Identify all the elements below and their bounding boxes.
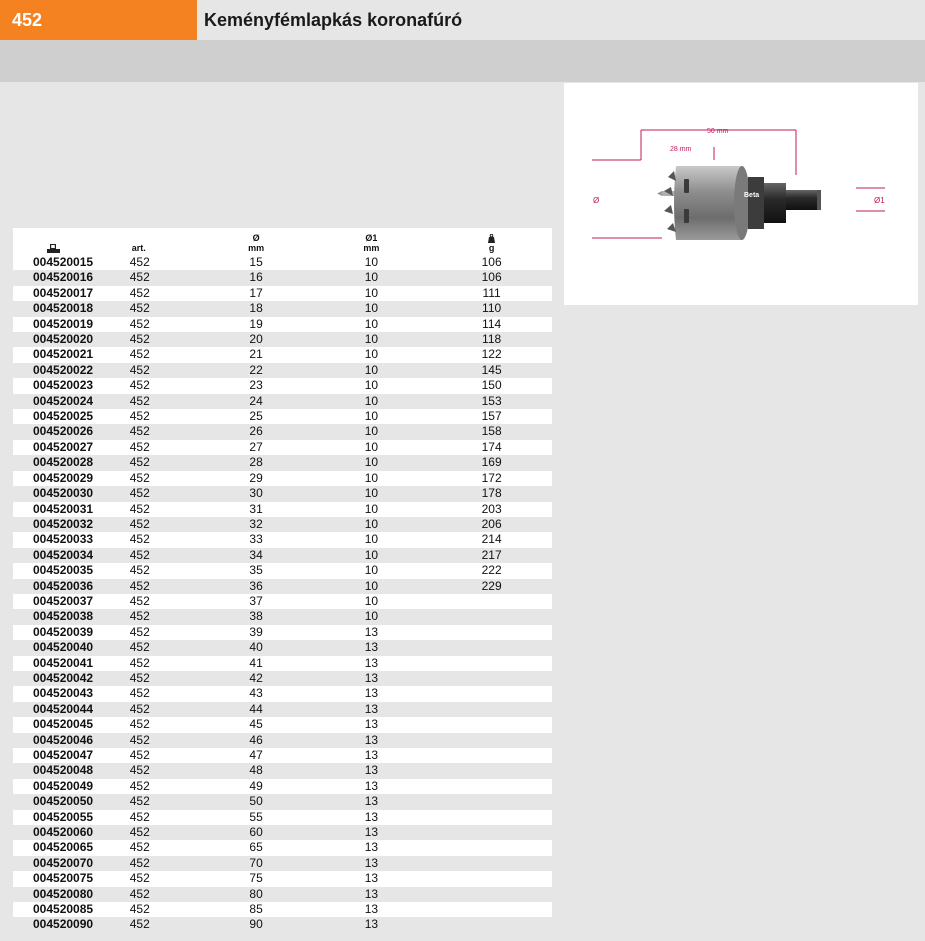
table-row <box>13 779 552 794</box>
code-cell: 004520047 <box>33 748 94 762</box>
diameter-cell: 35 <box>249 563 263 578</box>
diameter1-cell: 13 <box>364 778 379 793</box>
weight-cell: 217 <box>481 547 502 562</box>
diameter-cell: 44 <box>249 701 263 716</box>
diameter1-cell: 10 <box>364 593 379 608</box>
diameter-cell: 38 <box>249 609 263 624</box>
header-diameter-symbol: Ø <box>252 233 260 243</box>
weight-cell: 158 <box>481 424 502 439</box>
diameter-cell: 18 <box>249 301 263 316</box>
art-cell: 452 <box>129 593 150 608</box>
art-cell: 452 <box>129 732 150 747</box>
art-cell: 452 <box>129 778 150 793</box>
code-cell: 004520037 <box>33 593 94 608</box>
diameter1-cell: 13 <box>364 748 379 762</box>
table-row <box>13 548 552 563</box>
diameter1-cell: 13 <box>364 825 379 840</box>
art-cell: 452 <box>129 686 150 701</box>
weight-cell <box>431 717 552 732</box>
art-cell: 452 <box>129 516 150 531</box>
code-cell: 004520075 <box>33 871 94 886</box>
code-cell: 004520017 <box>33 285 94 300</box>
weight-cell: 157 <box>481 409 502 424</box>
art-cell: 452 <box>129 332 150 347</box>
diameter-cell: 43 <box>249 686 263 701</box>
header-subbar <box>0 40 925 82</box>
art-cell: 452 <box>129 871 150 886</box>
code-cell: 004520030 <box>33 486 94 501</box>
table-row <box>13 763 552 778</box>
art-cell: 452 <box>129 825 150 840</box>
table-row <box>13 871 552 886</box>
weight-cell <box>431 856 552 871</box>
product-diagram <box>564 83 918 305</box>
header-diameter1 <box>312 228 432 255</box>
weight-cell <box>431 733 552 748</box>
product-table <box>13 228 552 933</box>
diameter-cell: 23 <box>249 378 263 393</box>
table-header-row <box>13 228 552 255</box>
diameter-cell: 37 <box>249 593 263 608</box>
diameter-cell: 85 <box>249 902 263 917</box>
code-cell: 004520045 <box>33 717 94 732</box>
weight-cell <box>431 917 552 932</box>
art-cell: 452 <box>129 316 150 331</box>
table-row <box>13 717 552 732</box>
weight-cell: 178 <box>481 486 502 501</box>
page-header <box>0 0 925 40</box>
page-title: Keményfémlapkás koronafúró <box>204 10 463 30</box>
code-cell: 004520021 <box>33 347 94 362</box>
weight-cell <box>431 779 552 794</box>
table-row <box>13 317 552 332</box>
art-cell: 452 <box>129 393 150 408</box>
brand-mark: Beta <box>744 192 760 199</box>
diameter1-cell: 13 <box>364 855 379 870</box>
art-cell: 452 <box>129 378 150 393</box>
weight-cell <box>431 902 552 917</box>
dimension-50-label: 50 mm <box>707 128 729 135</box>
diameter1-cell: 13 <box>364 686 379 701</box>
art-cell: 452 <box>129 486 150 501</box>
weight-cell: 169 <box>481 455 502 470</box>
diameter1-cell: 13 <box>364 902 379 917</box>
diameter1-cell: 13 <box>364 717 379 732</box>
weight-cell: 222 <box>481 563 502 578</box>
code-cell: 004520034 <box>33 547 94 562</box>
weight-cell <box>431 671 552 686</box>
art-cell: 452 <box>129 409 150 424</box>
code-cell: 004520055 <box>33 809 94 824</box>
table-row <box>13 517 552 532</box>
code-cell: 004520024 <box>33 393 94 408</box>
diameter1-cell: 13 <box>364 670 379 685</box>
diameter-cell: 15 <box>249 255 263 269</box>
weight-cell: 111 <box>482 285 501 300</box>
art-cell: 452 <box>129 809 150 824</box>
diameter-cell: 29 <box>249 470 263 485</box>
diameter1-cell: 10 <box>364 578 379 593</box>
diameter1-cell: 10 <box>364 270 379 285</box>
weight-cell <box>431 656 552 671</box>
code-cell: 004520036 <box>33 578 94 593</box>
art-cell: 452 <box>129 455 150 470</box>
weight-cell: 172 <box>481 470 502 485</box>
table-row <box>13 424 552 439</box>
product-table-container <box>13 228 552 933</box>
table-row <box>13 270 552 285</box>
diameter1-cell: 10 <box>364 563 379 578</box>
weight-cell: 229 <box>481 578 502 593</box>
code-cell: 004520032 <box>33 516 94 531</box>
weight-cell <box>431 640 552 655</box>
hole-saw-illustration <box>657 166 821 240</box>
diameter1-cell: 10 <box>364 378 379 393</box>
diameter1-cell: 13 <box>364 655 379 670</box>
table-row <box>13 286 552 301</box>
diameter1-cell: 10 <box>364 409 379 424</box>
diameter1-cell: 10 <box>364 470 379 485</box>
art-cell: 452 <box>129 270 150 285</box>
art-cell: 452 <box>129 347 150 362</box>
art-cell: 452 <box>129 670 150 685</box>
table-row <box>13 810 552 825</box>
diameter1-cell: 10 <box>364 424 379 439</box>
diameter1-cell: 13 <box>364 624 379 639</box>
weight-cell: 118 <box>482 332 502 347</box>
table-row <box>13 609 552 624</box>
diameter1-cell: 13 <box>364 917 379 932</box>
diameter1-cell: 10 <box>364 532 379 547</box>
weight-cell <box>431 810 552 825</box>
diameter-cell: 32 <box>249 516 263 531</box>
diameter-cell: 75 <box>249 871 263 886</box>
diameter-cell: 19 <box>249 316 263 331</box>
diameter1-cell: 10 <box>364 255 379 269</box>
diameter-cell: 65 <box>249 840 263 855</box>
diameter1-cell: 10 <box>364 501 379 516</box>
weight-cell: 150 <box>481 378 502 393</box>
diameter1-cell: 10 <box>364 439 379 454</box>
code-cell: 004520040 <box>33 640 94 655</box>
code-cell: 004520043 <box>33 686 94 701</box>
code-cell: 004520026 <box>33 424 94 439</box>
diameter1-cell: 13 <box>364 763 379 778</box>
diameter-cell: 24 <box>249 393 263 408</box>
weight-cell <box>431 887 552 902</box>
diameter1-cell: 10 <box>364 486 379 501</box>
table-row <box>13 301 552 316</box>
table-row <box>13 502 552 517</box>
diameter-cell: 27 <box>249 439 263 454</box>
diameter1-cell: 13 <box>364 840 379 855</box>
diameter-cell: 36 <box>249 578 263 593</box>
header-diameter <box>201 228 312 255</box>
diameter-cell: 17 <box>249 285 263 300</box>
weight-icon <box>488 234 495 243</box>
header-diameter1-unit: mm <box>363 243 380 253</box>
header-code <box>13 228 130 255</box>
art-cell: 452 <box>129 655 150 670</box>
art-cell: 452 <box>129 917 150 932</box>
table-row <box>13 471 552 486</box>
diameter1-cell: 13 <box>364 640 379 655</box>
table-row <box>13 486 552 501</box>
code-cell: 004520027 <box>33 439 94 454</box>
code-cell: 004520035 <box>33 563 94 578</box>
code-cell: 004520016 <box>33 270 94 285</box>
table-row <box>13 887 552 902</box>
weight-cell <box>431 794 552 809</box>
diameter-cell: 20 <box>249 332 263 347</box>
art-cell: 452 <box>129 701 150 716</box>
diameter1-cell: 10 <box>364 393 379 408</box>
art-cell: 452 <box>129 439 150 454</box>
code-cell: 004520028 <box>33 455 94 470</box>
table-row <box>13 563 552 578</box>
table-row <box>13 594 552 609</box>
diameter-cell: 55 <box>249 809 263 824</box>
diameter-cell: 41 <box>249 655 263 670</box>
weight-cell: 203 <box>481 501 502 516</box>
table-row <box>13 733 552 748</box>
weight-cell <box>431 871 552 886</box>
diameter1-cell: 13 <box>364 732 379 747</box>
diameter-cell: 34 <box>249 547 263 562</box>
art-cell: 452 <box>129 563 150 578</box>
weight-cell <box>431 748 552 763</box>
diameter-cell: 70 <box>249 855 263 870</box>
diameter-cell: 60 <box>249 825 263 840</box>
table-row <box>13 840 552 855</box>
code-cell: 004520070 <box>33 855 94 870</box>
dimension-d-label: Ø <box>593 196 600 205</box>
art-cell: 452 <box>129 362 150 377</box>
weight-cell <box>431 594 552 609</box>
dimension-28-label: 28 mm <box>670 146 692 153</box>
art-cell: 452 <box>129 763 150 778</box>
code-cell: 004520090 <box>33 917 94 932</box>
diameter-cell: 16 <box>249 270 263 285</box>
diameter-cell: 28 <box>249 455 263 470</box>
table-row <box>13 856 552 871</box>
art-cell: 452 <box>129 886 150 901</box>
diameter1-cell: 13 <box>364 871 379 886</box>
code-cell: 004520020 <box>33 332 94 347</box>
table-row <box>13 702 552 717</box>
code-cell: 004520039 <box>33 624 94 639</box>
code-cell: 004520033 <box>33 532 94 547</box>
art-cell: 452 <box>129 547 150 562</box>
table-row <box>13 440 552 455</box>
header-diameter-unit: mm <box>248 243 265 253</box>
art-cell: 452 <box>129 748 150 762</box>
code-cell: 004520048 <box>33 763 94 778</box>
art-cell: 452 <box>129 578 150 593</box>
code-cell: 004520025 <box>33 409 94 424</box>
diameter-cell: 26 <box>249 424 263 439</box>
table-row <box>13 532 552 547</box>
art-cell: 452 <box>129 255 150 269</box>
diameter-cell: 50 <box>249 794 263 809</box>
art-cell: 452 <box>129 532 150 547</box>
code-cell: 004520018 <box>33 301 94 316</box>
table-row <box>13 902 552 917</box>
code-cell: 004520046 <box>33 732 94 747</box>
diameter1-cell: 10 <box>364 547 379 562</box>
code-cell: 004520042 <box>33 670 94 685</box>
code-cell: 004520029 <box>33 470 94 485</box>
code-cell: 004520023 <box>33 378 94 393</box>
table-row <box>13 378 552 393</box>
code-cell: 004520044 <box>33 701 94 716</box>
table-row <box>13 409 552 424</box>
weight-cell: 106 <box>481 270 502 285</box>
diameter-cell: 42 <box>249 670 263 685</box>
diameter-cell: 21 <box>249 347 263 362</box>
code-cell: 004520019 <box>33 316 94 331</box>
diameter1-cell: 10 <box>364 316 379 331</box>
header-diameter1-symbol: Ø1 <box>365 233 378 243</box>
art-cell: 452 <box>129 640 150 655</box>
table-row <box>13 625 552 640</box>
table-row <box>13 394 552 409</box>
diameter-cell: 22 <box>249 362 263 377</box>
weight-cell <box>431 625 552 640</box>
diameter-cell: 80 <box>249 886 263 901</box>
diameter1-cell: 10 <box>364 301 379 316</box>
code-cell: 004520031 <box>33 501 94 516</box>
diameter1-cell: 13 <box>364 701 379 716</box>
diameter-cell: 39 <box>249 624 263 639</box>
dimension-d1-label: Ø1 <box>874 196 885 205</box>
table-row <box>13 347 552 362</box>
code-cell: 004520041 <box>33 655 94 670</box>
diameter1-cell: 10 <box>364 362 379 377</box>
header-art: art. <box>131 243 146 253</box>
diameter-cell: 30 <box>249 486 263 501</box>
diameter1-cell: 10 <box>364 516 379 531</box>
code-cell: 004520038 <box>33 609 94 624</box>
diameter-cell: 25 <box>249 409 263 424</box>
weight-cell: 145 <box>481 362 502 377</box>
table-row <box>13 671 552 686</box>
diameter1-cell: 13 <box>364 886 379 901</box>
art-cell: 452 <box>129 902 150 917</box>
art-cell: 452 <box>129 794 150 809</box>
diameter1-cell: 10 <box>364 347 379 362</box>
weight-cell <box>431 825 552 840</box>
weight-cell: 153 <box>481 393 502 408</box>
weight-cell: 206 <box>481 516 502 531</box>
package-icon <box>47 244 60 253</box>
weight-cell: 122 <box>481 347 502 362</box>
weight-cell <box>431 840 552 855</box>
diameter-cell: 40 <box>249 640 263 655</box>
diameter-cell: 46 <box>249 732 263 747</box>
art-cell: 452 <box>129 285 150 300</box>
diameter-cell: 33 <box>249 532 263 547</box>
diameter-cell: 90 <box>249 917 263 932</box>
code-cell: 004520065 <box>33 840 94 855</box>
diameter-cell: 48 <box>249 763 263 778</box>
code-cell: 004520050 <box>33 794 94 809</box>
diameter-cell: 49 <box>249 778 263 793</box>
art-cell: 452 <box>129 470 150 485</box>
art-cell: 452 <box>129 717 150 732</box>
diameter1-cell: 13 <box>364 794 379 809</box>
code-cell: 004520060 <box>33 825 94 840</box>
table-row <box>13 579 552 594</box>
header-weight-unit: g <box>488 243 495 253</box>
table-body <box>13 255 552 933</box>
weight-cell: 110 <box>482 301 502 316</box>
code-cell: 004520049 <box>33 778 94 793</box>
section-code: 452 <box>0 0 197 40</box>
weight-cell <box>431 686 552 701</box>
weight-cell: 114 <box>482 316 502 331</box>
diameter1-cell: 10 <box>364 285 379 300</box>
weight-cell <box>431 702 552 717</box>
weight-cell <box>431 763 552 778</box>
product-image-panel <box>564 83 918 305</box>
table-row <box>13 748 552 763</box>
art-cell: 452 <box>129 624 150 639</box>
code-cell: 004520080 <box>33 886 94 901</box>
code-cell: 004520015 <box>33 255 94 269</box>
weight-cell: 214 <box>481 532 502 547</box>
code-cell: 004520085 <box>33 902 94 917</box>
table-row <box>13 255 552 270</box>
table-row <box>13 825 552 840</box>
weight-cell: 174 <box>481 439 502 454</box>
table-row <box>13 686 552 701</box>
table-row <box>13 640 552 655</box>
art-cell: 452 <box>129 855 150 870</box>
weight-cell: 106 <box>481 255 502 269</box>
diameter1-cell: 10 <box>364 609 379 624</box>
table-row <box>13 332 552 347</box>
diameter1-cell: 10 <box>364 332 379 347</box>
diameter1-cell: 10 <box>364 455 379 470</box>
weight-cell <box>431 609 552 624</box>
table-row <box>13 455 552 470</box>
art-cell: 452 <box>129 301 150 316</box>
diameter-cell: 47 <box>249 748 263 762</box>
table-row <box>13 656 552 671</box>
table-row <box>13 917 552 932</box>
diameter1-cell: 13 <box>364 809 379 824</box>
art-cell: 452 <box>129 609 150 624</box>
code-cell: 004520022 <box>33 362 94 377</box>
art-cell: 452 <box>129 424 150 439</box>
art-cell: 452 <box>129 840 150 855</box>
table-row <box>13 794 552 809</box>
art-cell: 452 <box>129 501 150 516</box>
diameter-cell: 45 <box>249 717 263 732</box>
diameter-cell: 31 <box>249 501 263 516</box>
table-row <box>13 363 552 378</box>
header-weight <box>431 228 552 255</box>
